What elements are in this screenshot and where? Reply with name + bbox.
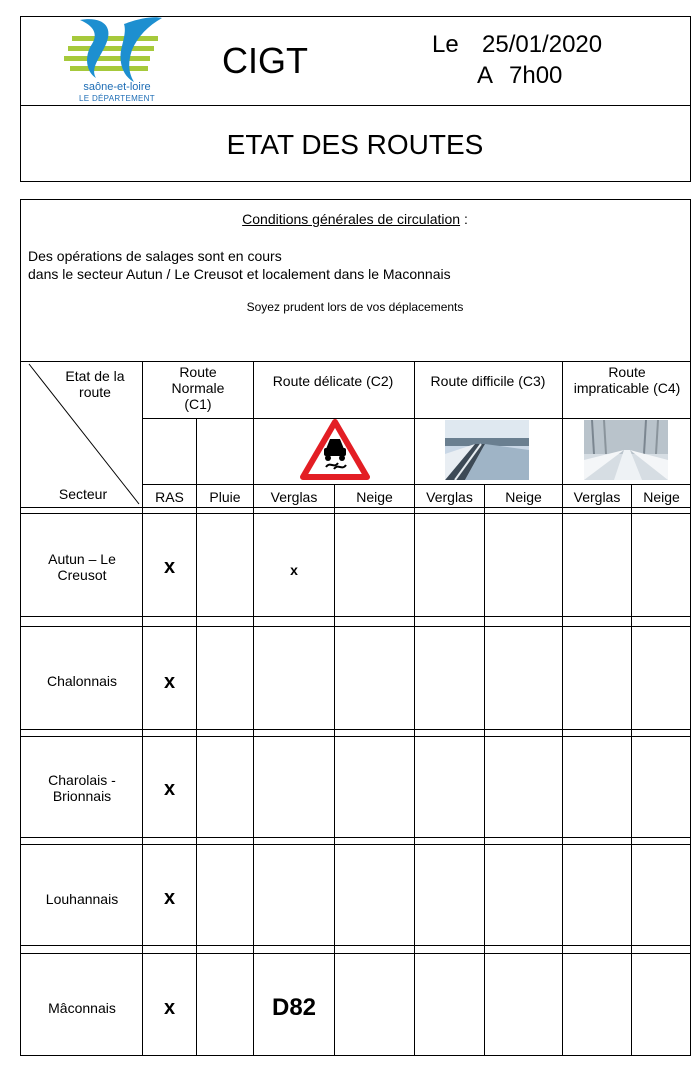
road-code: D82 [271, 994, 317, 1021]
page-subtitle: ETAT DES ROUTES [226, 129, 484, 160]
conditions-line-1: Des opérations de salages sont en cours [28, 248, 282, 264]
table-rule [20, 513, 691, 514]
conditions-line-2: dans le secteur Autun / Le Creusot et localement dans le Maconnais [28, 266, 451, 282]
column-rule [334, 484, 335, 1056]
slippery-road-warning-icon [300, 419, 370, 481]
conditions-heading-suffix: : [460, 211, 468, 227]
subheader-c3-neige: Neige [505, 489, 542, 505]
date-prefix: Le [432, 31, 459, 58]
conditions-heading [200, 211, 510, 227]
sector-label: Chalonnais [46, 673, 118, 689]
subheader-c2-neige: Neige [356, 489, 393, 505]
row-separator [20, 736, 691, 737]
column-rule [631, 484, 632, 1056]
snowy-road-photo [445, 420, 529, 480]
conditions-heading-text: Conditions générales de circulation [242, 211, 461, 227]
sector-label: Autun – Le Creusot [48, 551, 116, 584]
table-rule [20, 507, 691, 508]
conditions-note: Soyez prudent lors de vos déplacements [246, 300, 464, 314]
subheader-c4-neige: Neige [643, 489, 680, 505]
sector-label: Louhannais [45, 891, 119, 907]
logo-text-line1: saône-et-loire [83, 81, 151, 93]
status-mark: x [290, 562, 298, 578]
group-header-c1: Route Normale (C1) [171, 364, 225, 413]
status-mark: x [163, 671, 176, 693]
sector-label: Mâconnais [48, 1000, 116, 1016]
snow-covered-road-photo [584, 420, 668, 480]
column-rule [414, 361, 415, 1056]
row-separator [20, 729, 691, 730]
group-header-c3: Route difficile (C3) [430, 373, 546, 389]
row-separator [20, 626, 691, 627]
time-prefix: A [477, 62, 494, 89]
table-rule [143, 484, 691, 485]
column-rule [196, 418, 197, 1056]
corner-label-top: Etat de la route [65, 368, 125, 401]
status-mark: x [163, 997, 176, 1019]
column-rule [562, 361, 563, 1056]
organization-title: CIGT [222, 40, 308, 81]
table-rule [143, 418, 691, 419]
subheader-c3-verglas: Verglas [426, 489, 473, 505]
group-header-c2: Route délicate (C2) [272, 373, 394, 389]
subheader-pluie: Pluie [209, 489, 241, 505]
status-mark: x [163, 556, 176, 578]
row-separator [20, 837, 691, 838]
group-header-c4: Route impraticable (C4) [573, 364, 681, 397]
status-mark: x [163, 778, 176, 800]
corner-label-bottom: Secteur [58, 486, 108, 502]
status-mark: x [163, 887, 176, 909]
row-separator [20, 844, 691, 845]
column-rule [142, 361, 143, 1056]
column-rule [253, 361, 254, 1056]
logo-text-line2: LE DÉPARTEMENT [79, 94, 155, 103]
bulletin-time: 7h00 [509, 62, 563, 89]
row-separator [20, 953, 691, 954]
row-separator [20, 616, 691, 617]
subheader-ras: RAS [155, 489, 184, 505]
subheader-c4-verglas: Verglas [573, 489, 621, 505]
row-separator [20, 945, 691, 946]
column-rule [484, 484, 485, 1056]
sector-label: Charolais - Brionnais [48, 772, 116, 805]
bulletin-date: 25/01/2020 [482, 31, 603, 58]
subheader-c2-verglas: Verglas [270, 489, 318, 505]
